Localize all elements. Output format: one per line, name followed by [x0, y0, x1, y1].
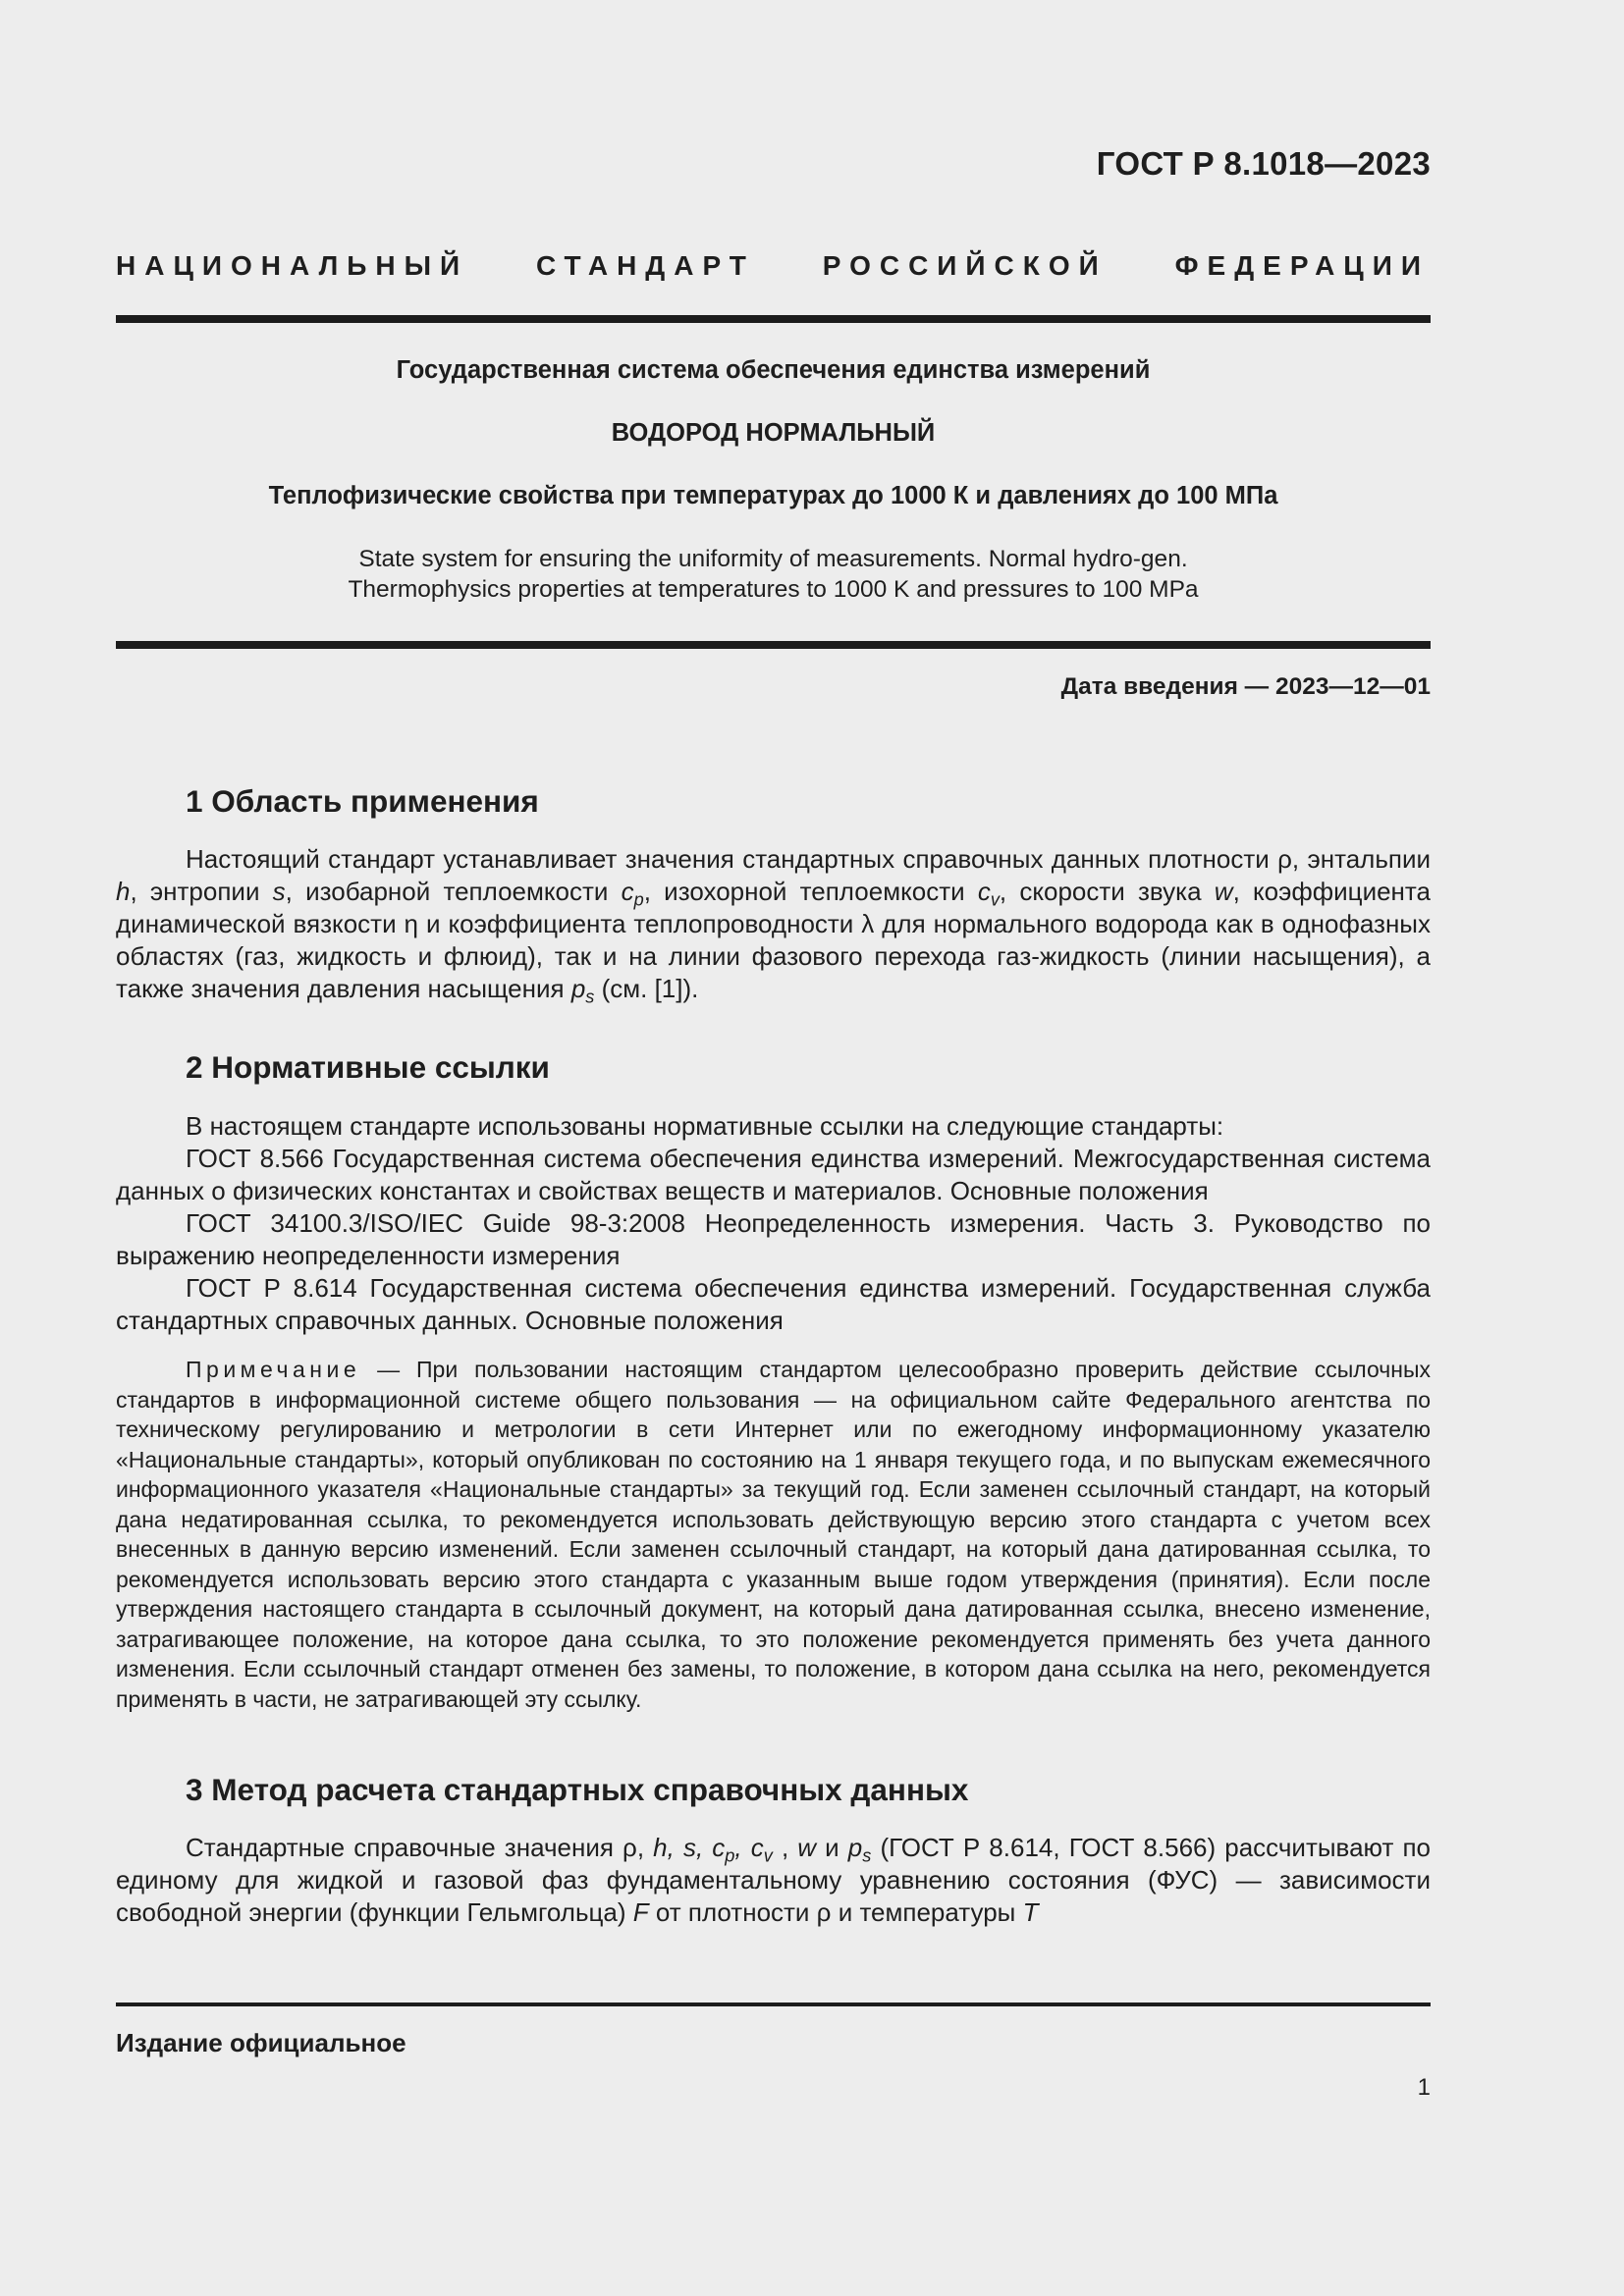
top-divider — [116, 315, 1431, 323]
note-label: Примечание — [186, 1357, 361, 1382]
section-1-body — [116, 843, 1431, 1005]
introduction-date: Дата введения — 2023—12—01 — [1060, 673, 1431, 700]
reference-gost-34100-3: ГОСТ 34100.3/ISO/IEC Guide 98-3:2008 Неопределенность измерения. Часть 3. Руководство по выражению неопределенности измерения — [116, 1208, 1431, 1270]
document-code: ГОСТ Р 8.1018—2023 — [1096, 145, 1431, 182]
section-2-body — [116, 1110, 1431, 1337]
section-2-note — [116, 1355, 1431, 1714]
section-3-heading: 3 Метод расчета стандартных справочных данных — [186, 1772, 969, 1807]
section-2-heading: 2 Нормативные ссылки — [186, 1049, 550, 1085]
english-title — [116, 544, 1431, 605]
system-title: Государственная система обеспечения единства измерений — [396, 356, 1151, 384]
section-1-paragraph: Настоящий стандарт устанавливает значения стандартных справочных данных плотности ρ, энтальпии h, энтропии s, изобарной теплоемкости $c_p$, изохорной теплоемкости $c_v$, скорости звука w, коэффициента динамической вязкости η и коэффициента теплопроводности λ для нормального водорода как в однофазных областях (газ, жидкость и флюид), так и на линии фазового перехода газ-жидкость (линии насыщения), а также значения давления насыщения $p_s$ (см. [1]). — [116, 844, 1431, 1007]
note-text: — При пользовании настоящим стандартом целесообразно проверить действие ссылочных стандартов в информационной системе общего пользования — на официальном сайте Федерального агентства по техническому регулированию и метрологии в сети Интернет или по ежегодному информационному указателю «Национальные стандарты», который опубликован по состоянию на 1 января текущего года, и по выпускам ежемесячного информационного указателя «Национальные стандарты» за текущий год. Если заменен ссылочный стандарт, на который дана недатированная ссылка, то рекомендуется использовать действующую версию этого стандарта с учетом всех внесенных в данную версию изменений. Если заменен ссылочный стандарт, на который дана датированная ссылка, то рекомендуется использовать версию этого стандарта с указанным выше годом утверждения (принятия). Если после утверждения настоящего стандарта в ссылочный документ, на который дана датированная ссылка, внесено изменение, затрагивающее положение, на которое дана ссылка, то это положение рекомендуется применять без учета данного изменения. Если ссылочный стандарт отменен без замены, то положение, в котором дана ссылка на него, рекомендуется применять в части, не затрагивающей эту ссылку. — [116, 1357, 1431, 1712]
subtitle: Теплофизические свойства при температурах до 1000 К и давлениях до 100 МПа — [268, 482, 1278, 509]
reference-gost-r-8-614: ГОСТ Р 8.614 Государственная система обеспечения единства измерений. Государственная служба стандартных справочных данных. Основные положения — [116, 1273, 1431, 1335]
section-2-intro: В настоящем стандарте использованы нормативные ссылки на следующие стандарты: — [186, 1111, 1224, 1141]
section-3-paragraph: Стандартные справочные значения ρ, h, s, $c_p$, $c_v$ , w и $p_s$ (ГОСТ Р 8.614, ГОСТ 8.566) рассчитывают по единому для жидкой и газовой фаз фундаментальному уравнению состояния (ФУС) — зависимости свободной энергии (функции Гельмгольца) F от плотности ρ и температуры T — [116, 1833, 1432, 1927]
section-1-heading: 1 Область применения — [186, 783, 539, 819]
english-title-line-2: Thermophysics properties at temperatures to 1000 K and pressures to 100 MPa — [348, 576, 1199, 603]
english-title-line-1: State system for ensuring the uniformity of measurements. Normal hydro-gen. — [358, 546, 1188, 572]
footer-divider — [116, 2002, 1431, 2006]
title-divider — [116, 641, 1431, 649]
edition-label: Издание официальное — [116, 2028, 406, 2057]
reference-gost-8-566: ГОСТ 8.566 Государственная система обеспечения единства измерений. Межгосударственная система данных о физических константах и свойствах веществ и материалов. Основные положения — [116, 1144, 1431, 1205]
page-number: 1 — [1417, 2074, 1431, 2101]
main-title: ВОДОРОД НОРМАЛЬНЫЙ — [611, 419, 936, 447]
national-standard-banner: НАЦИОНАЛЬНЫЙ СТАНДАРТ РОССИЙСКОЙ ФЕДЕРАЦИИ — [116, 250, 1430, 281]
section-3-body — [116, 1832, 1431, 1929]
